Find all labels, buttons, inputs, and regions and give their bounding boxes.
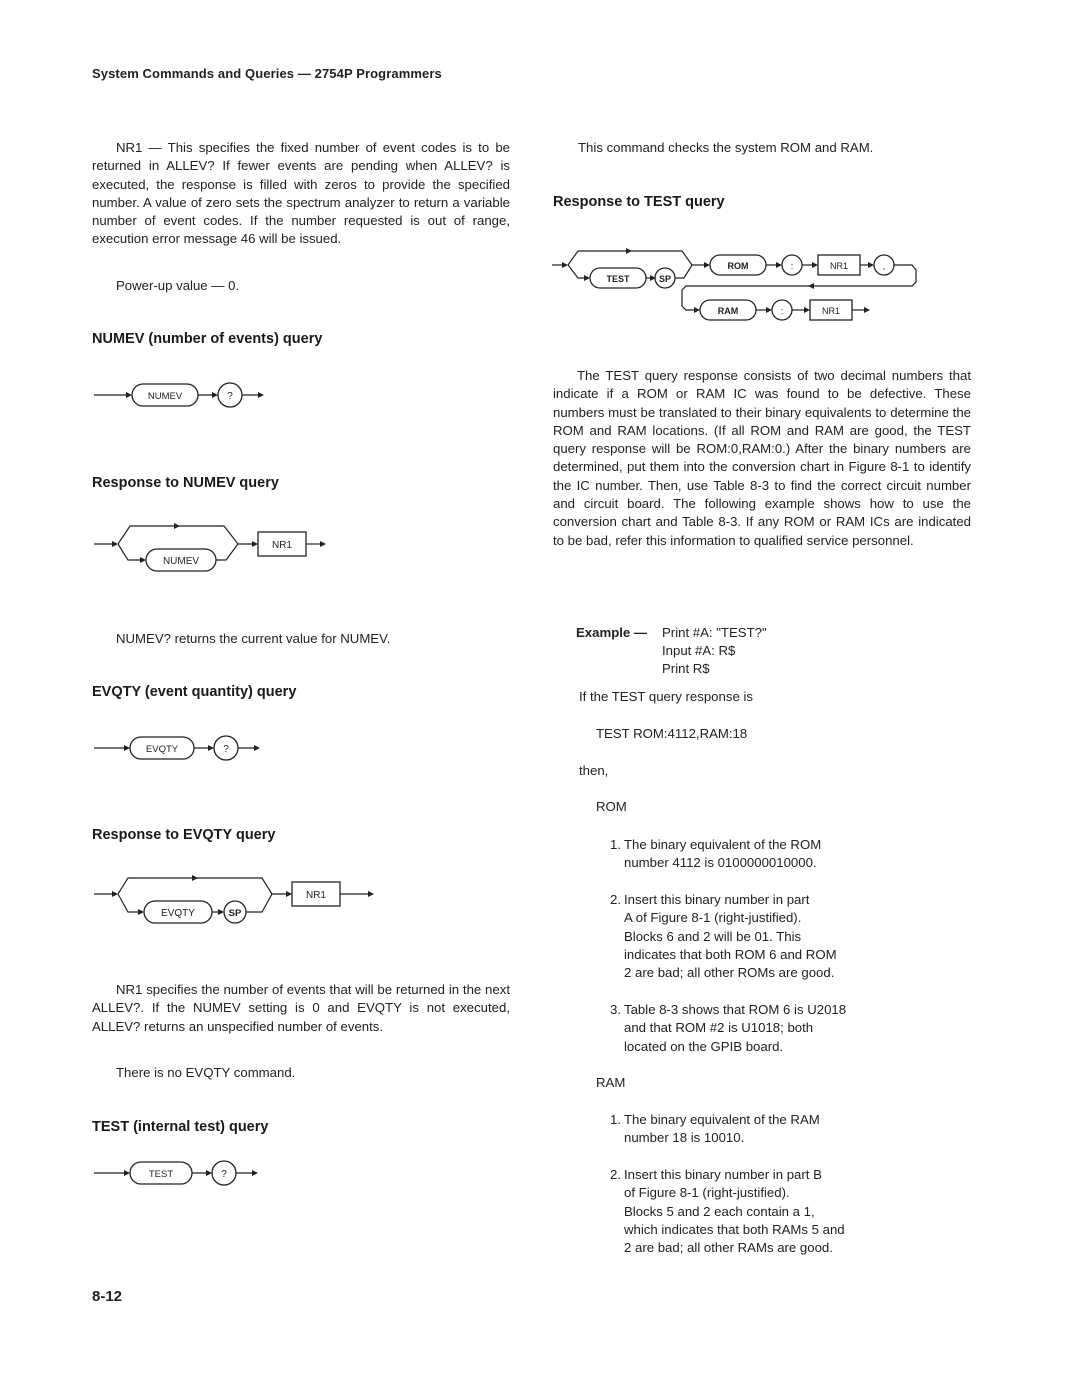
test-heading: TEST (internal test) query (92, 1119, 269, 1135)
evqty-syntax-diagram (92, 731, 272, 765)
arrow-icon (584, 275, 590, 281)
bypass-path (118, 526, 238, 544)
test-intro: This command checks the system ROM and RAM. (578, 140, 874, 155)
evqty-response-syntax-diagram (92, 872, 382, 926)
rom-step-2 (610, 891, 837, 982)
example-label: Example — (576, 625, 648, 640)
step-line: The binary equivalent of the RAM (624, 1112, 820, 1127)
ram-step-1 (610, 1111, 820, 1148)
step-line: 2 are bad; all other ROMs are good. (624, 965, 835, 981)
arrow-icon (258, 392, 264, 398)
ram-step-2 (610, 1166, 845, 1257)
step-number: 1. (610, 837, 621, 852)
if-line: If the TEST query response is (579, 689, 753, 704)
numev-response-heading: Response to NUMEV query (92, 475, 279, 491)
step-line: indicates that both ROM 6 and ROM (624, 946, 837, 962)
arrow-icon (206, 1170, 212, 1176)
numev-heading: NUMEV (number of events) query (92, 331, 323, 347)
query-mark-label: ? (227, 391, 233, 402)
step-number: 2. (610, 892, 621, 907)
power-up-value: Power-up value — 0. (116, 278, 240, 293)
arrow-icon (286, 891, 292, 897)
ram-section-title: RAM (596, 1075, 626, 1090)
page-number: 8-12 (92, 1288, 123, 1305)
arrow-icon (626, 248, 632, 254)
arrow-icon (704, 262, 710, 268)
nr1-description (92, 139, 510, 249)
rom-nr1-value-label: NR1 (829, 261, 849, 271)
arrow-icon (320, 541, 326, 547)
arrow-icon (868, 262, 874, 268)
step-number: 3. (610, 1002, 621, 1017)
example-line: Input #A: R$ (662, 643, 736, 658)
step-line: and that ROM #2 is U1018; both (624, 1020, 814, 1036)
arrow-icon (864, 307, 870, 313)
arrow-icon (694, 307, 700, 313)
numev-syntax-diagram (92, 378, 272, 412)
space-label: SP (658, 274, 672, 284)
rom-step-1 (610, 836, 821, 873)
arrow-icon (776, 262, 782, 268)
arrow-icon (368, 891, 374, 897)
arrow-icon (218, 909, 224, 915)
arrow-icon (252, 541, 258, 547)
step-line: Insert this binary number in part (624, 892, 810, 907)
step-line: Blocks 6 and 2 will be 01. This (624, 928, 802, 944)
arrow-icon (192, 875, 198, 881)
step-number: 1. (610, 1112, 621, 1127)
arrow-icon (138, 909, 144, 915)
colon-label: : (790, 261, 794, 271)
test-response-syntax-diagram (550, 248, 930, 328)
evqty-description (92, 981, 510, 1036)
step-line: located on the GPIB board. (624, 1038, 784, 1054)
arrow-icon (124, 745, 130, 751)
arrow-icon (124, 1170, 130, 1176)
step-line: which indicates that both RAMs 5 and (624, 1221, 845, 1237)
test-description (553, 367, 971, 550)
running-header: System Commands and Queries — 2754P Programmers (92, 66, 442, 81)
step-line: 2 are bad; all other RAMs are good. (624, 1240, 833, 1256)
bypass-path (118, 878, 272, 894)
nr1-description-text: NR1 — This specifies the fixed number of event codes is to be returned in ALLEV? If fewer events are pending when ALLEV? is executed, the response is filled with zeros to provide the specified number. A value of zero sets the spectrum analyzer to return a variable number of event codes. If the number requested is out of range, execution error message 46 will be issued. (92, 140, 510, 247)
evqty-note: There is no EVQTY command. (116, 1065, 296, 1080)
arrow-icon (112, 541, 118, 547)
example-line: Print #A: "TEST?" (662, 625, 767, 640)
nr1-value-label: NR1 (305, 890, 327, 901)
example-response-value: TEST ROM:4112,RAM:18 (596, 726, 748, 741)
step-number: 2. (610, 1167, 621, 1182)
step-line: A of Figure 8-1 (right-justified). (624, 910, 802, 926)
numev-response-syntax-diagram (92, 520, 332, 574)
evqty-description-text: NR1 specifies the number of events that will be returned in the next ALLEV?. If the NUMEV setting is 0 and EVQTY is not executed, ALLEV? returns an unspecified number of events. (92, 982, 510, 1034)
test-description-text: The TEST query response consists of two decimal numbers that indicate if a ROM or RAM IC was found to be defective. These numbers must be translated to their binary equivalents to determine the ROM and RAM locations. (If all ROM and RAM are good, the TEST query response will be ROM:0,RAM:0.) After the binary numbers are determined, put them into the conversion chart in Figure 8-1 to identify the IC number. Then, use Table 8-3 to find the correct circuit number and circuit board. The following example shows how to use the conversion chart and Table 8-3. If any ROM or RAM ICs are indicated to be bad, refer this information to qualified service personnel. (553, 368, 971, 548)
step-line: number 4112 is 0100000010000. (624, 855, 817, 871)
arrow-icon (174, 523, 180, 529)
arrow-icon (812, 262, 818, 268)
space-label: SP (228, 908, 242, 919)
step-line: Table 8-3 shows that ROM 6 is U2018 (624, 1002, 847, 1017)
query-mark-label: ? (223, 744, 229, 755)
step-line: Insert this binary number in part B (624, 1167, 822, 1182)
arrow-icon (766, 307, 772, 313)
ram-keyword-label: RAM (717, 306, 739, 316)
rom-section-title: ROM (596, 799, 627, 814)
rom-keyword-label: ROM (727, 261, 749, 271)
arrow-icon (254, 745, 260, 751)
evqty-keyword-label: EVQTY (161, 908, 195, 919)
test-keyword-label: TEST (148, 1169, 174, 1180)
arrow-icon (112, 891, 118, 897)
example-block (576, 624, 767, 678)
comma-label: , (882, 261, 886, 271)
bypass-path (568, 251, 692, 265)
colon-label: : (780, 306, 784, 316)
numev-keyword-label: NUMEV (147, 391, 183, 402)
nr1-value-label: NR1 (271, 540, 293, 551)
test-syntax-diagram (92, 1156, 272, 1190)
branch-path (246, 894, 272, 912)
arrow-icon (208, 745, 214, 751)
evqty-heading: EVQTY (event quantity) query (92, 684, 297, 700)
test-keyword-label: TEST (606, 274, 630, 284)
arrow-icon (212, 392, 218, 398)
arrow-icon (126, 392, 132, 398)
query-mark-label: ? (221, 1169, 227, 1180)
numev-keyword-label: NUMEV (162, 556, 200, 567)
step-line: of Figure 8-1 (right-justified). (624, 1185, 790, 1201)
arrow-icon (804, 307, 810, 313)
branch-path (216, 544, 238, 560)
ram-nr1-value-label: NR1 (821, 306, 841, 316)
branch-path (675, 265, 692, 278)
arrow-icon (140, 557, 146, 563)
step-line: The binary equivalent of the ROM (624, 837, 822, 852)
evqty-keyword-label: EVQTY (145, 744, 179, 755)
test-response-heading: Response to TEST query (553, 194, 725, 210)
step-line: Blocks 5 and 2 each contain a 1, (624, 1203, 815, 1219)
step-line: number 18 is 10010. (624, 1130, 745, 1146)
arrow-icon (562, 262, 568, 268)
then-line: then, (579, 763, 609, 778)
arrow-icon (252, 1170, 258, 1176)
arrow-icon (808, 283, 814, 289)
evqty-response-heading: Response to EVQTY query (92, 827, 276, 843)
rom-step-3 (610, 1001, 846, 1056)
example-line: Print R$ (662, 661, 710, 676)
numev-note: NUMEV? returns the current value for NUMEV. (116, 631, 391, 646)
